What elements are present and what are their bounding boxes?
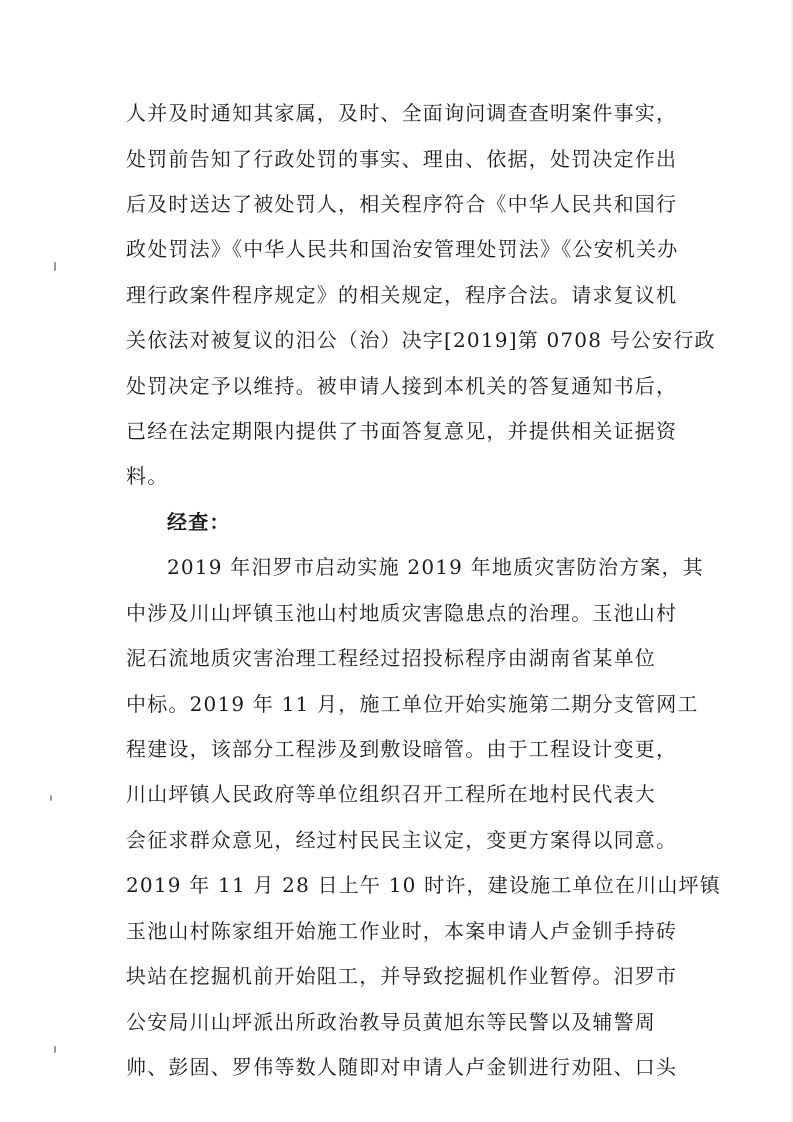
body-line: 后及时送达了被处罚人，相关程序符合《中华人民共和国行 [126, 192, 678, 216]
body-line: 人并及时通知其家属，及时、全面询问调查查明案件事实， [126, 101, 678, 125]
body-line: 中涉及川山坪镇玉池山村地质灾害隐患点的治理。玉池山村 [126, 601, 678, 625]
section-heading: 经查： [167, 510, 231, 534]
body-line: 玉池山村陈家组开始施工作业时，本案申请人卢金钏手持砖 [126, 919, 678, 943]
body-line: 处罚前告知了行政处罚的事实、理由、依据，处罚决定作出 [126, 147, 678, 171]
body-line: 公安局川山坪派出所政治教导员黄旭东等民警以及辅警周 [126, 1010, 656, 1034]
body-line: 块站在挖掘机前开始阻工，并导致挖掘机作业暂停。汨罗市 [126, 964, 678, 988]
body-line: 2019 年 11 月 28 日上午 10 时许，建设施工单位在川山坪镇 [126, 873, 721, 897]
body-line: 帅、彭固、罗伟等数人随即对申请人卢金钏进行劝阻、口头 [126, 1055, 678, 1079]
body-line: 中标。2019 年 11 月，施工单位开始实施第二期分支管网工 [126, 692, 699, 716]
body-line: 政处罚法》《中华人民共和国治安管理处罚法》《公安机关办 [126, 237, 679, 261]
body-line: 料。 [126, 464, 169, 488]
body-line: 2019 年汨罗市启动实施 2019 年地质灾害防治方案，其 [167, 555, 704, 579]
body-line: 会征求群众意见，经过村民民主议定，变更方案得以同意。 [126, 828, 678, 852]
body-line: 关依法对被复议的汨公（治）决字[2019]第 0708 号公安行政 [126, 328, 716, 352]
scan-mark [50, 795, 52, 801]
body-line: 川山坪镇人民政府等单位组织召开工程所在地村民代表大 [126, 782, 656, 806]
body-line: 程建设，该部分工程涉及到敷设暗管。由于工程设计变更， [126, 737, 678, 761]
body-line: 已经在法定期限内提供了书面答复意见，并提供相关证据资 [126, 419, 678, 443]
body-line: 泥石流地质灾害治理工程经过招投标程序由湖南省某单位 [126, 646, 656, 670]
scan-mark [54, 1046, 56, 1053]
scan-mark [54, 262, 56, 271]
body-line: 理行政案件程序规定》的相关规定，程序合法。请求复议机 [126, 283, 678, 307]
body-line: 处罚决定予以维持。被申请人接到本机关的答复通知书后， [126, 374, 678, 398]
